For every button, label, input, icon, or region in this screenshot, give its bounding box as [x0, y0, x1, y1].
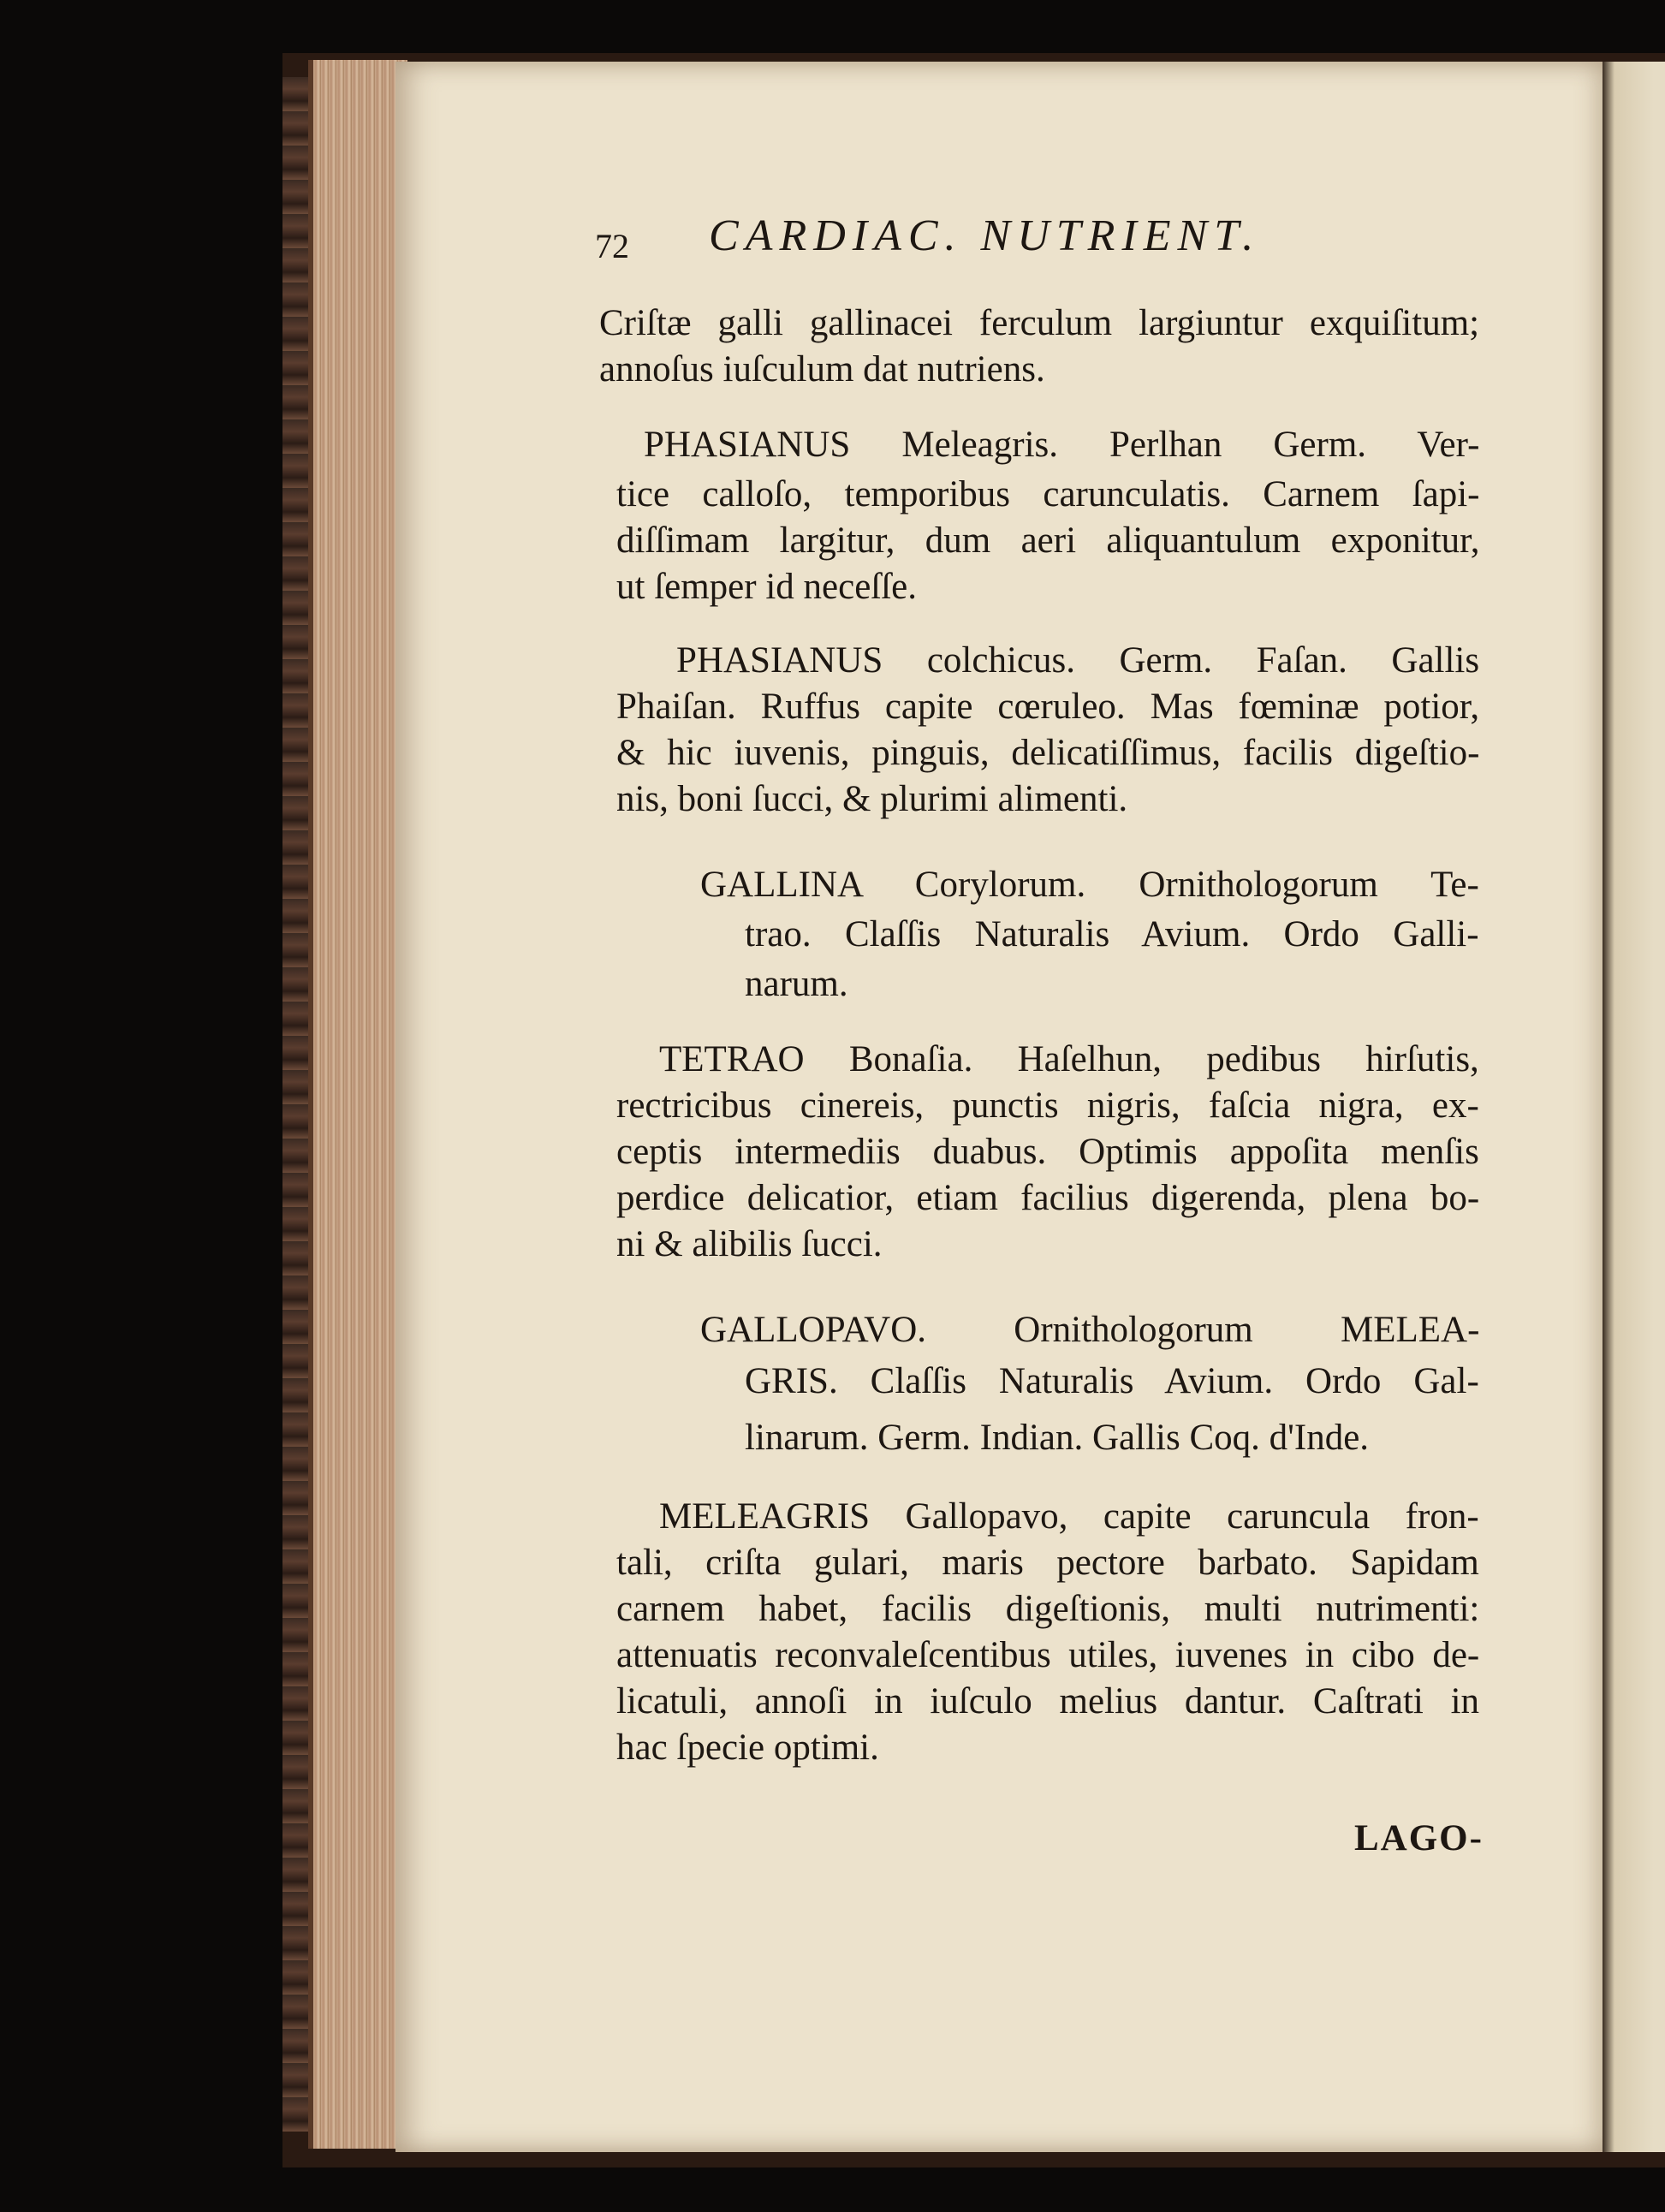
text-line: GRIS. Claſſis Naturalis Avium. Ordo Gal-: [745, 1361, 1479, 1401]
text-line: MELEAGRIS Gallopavo, capite caruncula fron-: [659, 1496, 1479, 1537]
text-line: diſſimam largitur, dum aeri aliquantulum exponitur,: [616, 520, 1480, 561]
running-head: CARDIAC. NUTRIENT.: [709, 211, 1261, 260]
text-line: annoſus iuſculum dat nutriens.: [599, 349, 1045, 389]
text-line: perdice delicatior, etiam facilius digerenda, plena bo-: [616, 1178, 1480, 1218]
text-line: carnem habet, facilis digeſtionis, multi nutrimenti:: [616, 1589, 1480, 1629]
text-line: ut ſemper id neceſſe.: [616, 567, 918, 607]
text-line: trao. Claſſis Naturalis Avium. Ordo Galli-: [745, 914, 1479, 954]
text-line: tice calloſo, temporibus carunculatis. Carnem ſapi-: [616, 474, 1480, 514]
catchword: LAGO-: [1354, 1818, 1484, 1858]
text-line: GALLINA Corylorum. Ornithologorum Te-: [700, 865, 1479, 905]
text-line: attenuatis reconvaleſcentibus utiles, iuvenes in cibo de-: [616, 1635, 1480, 1675]
page-edges: [308, 60, 407, 2149]
text-line: hac ſpecie optimi.: [616, 1727, 879, 1768]
text-line: tali, criſta gulari, maris pectore barbato. Sapidam: [616, 1543, 1479, 1583]
text-line: PHASIANUS Meleagris. Perlhan Germ. Ver-: [644, 425, 1480, 465]
book-cover-edge: [282, 77, 308, 2132]
text-line: TETRAO Bonaſia. Haſelhun, pedibus hirſutis,: [659, 1039, 1479, 1079]
text-line: narum.: [745, 964, 848, 1004]
page-number: 72: [595, 227, 629, 265]
text-line: nis, boni ſucci, & plurimi alimenti.: [616, 779, 1128, 819]
text-line: ni & alibilis ſucci.: [616, 1224, 883, 1264]
text-line: rectricibus cinereis, punctis nigris, faſcia nigra, ex-: [616, 1085, 1479, 1126]
text-line: PHASIANUS colchicus. Germ. Faſan. Gallis: [676, 640, 1480, 681]
text-line: GALLOPAVO. Ornithologorum MELEA-: [700, 1310, 1480, 1350]
text-line: & hic iuvenis, pinguis, delicatiſſimus, facilis digeſtio-: [616, 733, 1480, 773]
text-line: Phaiſan. Ruffus capite cœruleo. Mas fœminæ potior,: [616, 687, 1480, 727]
text-line: licatuli, annoſi in iuſculo melius dantur. Caſtrati in: [616, 1681, 1480, 1721]
text-line: linarum. Germ. Indian. Gallis Coq. d'Inde.: [745, 1418, 1370, 1458]
text-line: ceptis intermediis duabus. Optimis appoſita menſis: [616, 1132, 1479, 1172]
facing-page-edge: [1603, 62, 1665, 2152]
text-line: Criſtæ galli gallinacei ferculum largiuntur exquiſitum;: [599, 303, 1480, 343]
